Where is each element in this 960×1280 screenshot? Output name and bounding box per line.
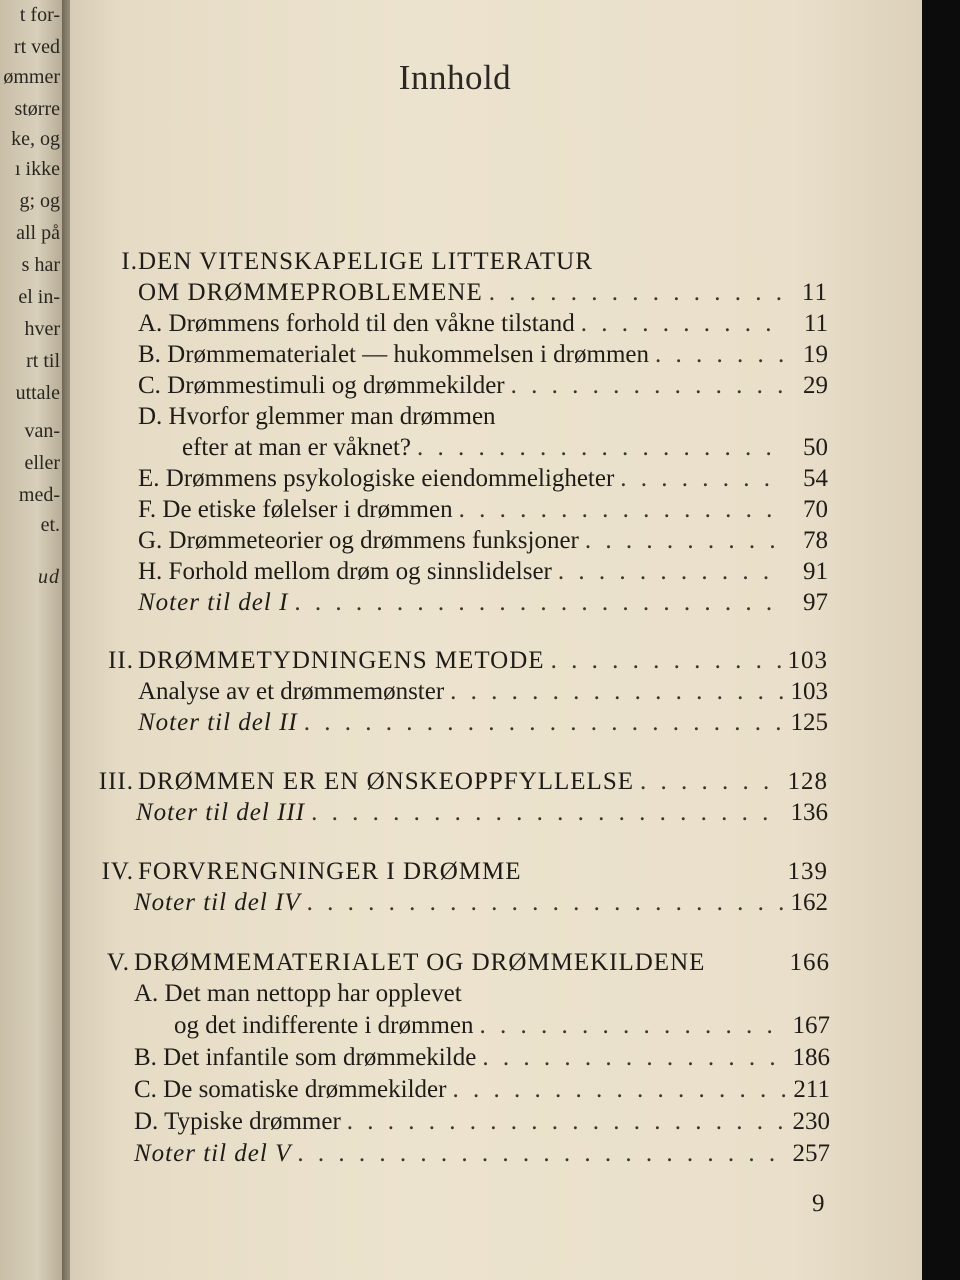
entry-label: C. Drømmestimuli og drømmekilder <box>138 372 505 399</box>
page-ref: 103 <box>787 647 828 674</box>
entry-label: B. Drømmematerialet — hukommelsen i drømmen <box>138 341 649 368</box>
page-ref: 50 <box>803 434 828 461</box>
edge-text-line: ømmer <box>3 66 60 88</box>
toc-row <box>138 707 828 738</box>
edge-text-line: all på <box>16 222 60 244</box>
entry-label: D. Typiske drømmer <box>134 1108 341 1135</box>
toc-row <box>134 1106 830 1137</box>
dot-leader <box>620 463 784 494</box>
dot-leader <box>585 525 784 556</box>
toc-part-heading <box>90 645 828 676</box>
part-number: III. <box>98 768 134 795</box>
page-number: 9 <box>812 1190 825 1217</box>
edge-text-line: rt ved <box>13 36 60 58</box>
entry-label: E. Drømmens psykologiske eiendommeligheter <box>138 465 615 492</box>
edge-text-line: ı ikke <box>15 158 60 180</box>
entry-label: H. Forhold mellom drøm og sinnslidelser <box>138 558 552 585</box>
entry-label: A. Det man nettopp har opplevet <box>134 980 462 1007</box>
toc-part-heading <box>84 856 828 887</box>
toc-row <box>138 308 828 339</box>
dot-leader <box>511 370 784 401</box>
toc-row <box>134 1138 830 1169</box>
part-title-line2: OM DRØMMEPROBLEMENE <box>138 279 483 306</box>
entry-label: F. De etiske følelser i drømmen <box>138 496 453 523</box>
edge-text-line: ke, og <box>11 128 60 150</box>
part-title: FORVRENGNINGER I DRØMME <box>138 858 522 885</box>
part-number: I. <box>121 248 138 275</box>
page-ref: 29 <box>803 372 828 399</box>
toc-row <box>138 370 828 401</box>
entry-label: D. Hvorfor glemmer man drømmen <box>138 403 496 430</box>
page-ref: 91 <box>803 558 828 585</box>
notes-label: Noter til del IV <box>134 889 301 916</box>
dot-leader <box>489 277 784 308</box>
notes-label: Noter til del I <box>138 589 289 616</box>
part-number: IV. <box>101 858 134 885</box>
dot-leader <box>640 766 781 797</box>
entry-label-cont: efter at man er våknet? <box>182 434 412 461</box>
toc-row <box>134 1074 830 1105</box>
edge-text-line: et. <box>40 514 60 536</box>
background-edge <box>922 0 960 1280</box>
page-ref: 186 <box>792 1044 830 1071</box>
dot-leader <box>347 1106 786 1137</box>
page-ref: 162 <box>790 889 828 916</box>
toc-row <box>138 277 828 308</box>
notes-label: Noter til del II <box>138 709 298 736</box>
entry-label: Analyse av et drømmemønster <box>138 678 445 705</box>
dot-leader <box>304 707 784 738</box>
dot-leader <box>479 1010 786 1041</box>
edge-text-line: ud <box>38 566 60 588</box>
part-title: DRØMMEMATERIALET OG DRØMMEKILDENE <box>134 949 706 976</box>
toc-part-heading <box>98 947 830 978</box>
page-ref: 230 <box>792 1108 830 1135</box>
toc-row <box>182 432 828 463</box>
page-ref: 125 <box>790 709 828 736</box>
part-title-line1: DEN VITENSKAPELIGE LITTERATUR <box>138 248 593 275</box>
dot-leader <box>459 494 784 525</box>
toc-row <box>138 463 828 494</box>
page-ref: 78 <box>803 527 828 554</box>
page-ref: 97 <box>803 589 828 616</box>
page-ref: 166 <box>789 949 830 976</box>
dot-leader <box>311 797 784 828</box>
dot-leader <box>452 1074 786 1105</box>
entry-label-cont: og det indifferente i drømmen <box>174 1012 474 1039</box>
toc-row <box>136 797 828 828</box>
page-ref: 128 <box>787 768 828 795</box>
entry-label: C. De somatiske drømmekilder <box>134 1076 447 1103</box>
entry-label: B. Det infantile som drømmekilde <box>134 1044 477 1071</box>
page-ref: 257 <box>792 1140 830 1167</box>
part-number: V. <box>106 949 130 976</box>
toc-row <box>138 494 828 525</box>
edge-text-line: van- <box>24 420 60 442</box>
dot-leader <box>482 1042 786 1073</box>
page-ref: 103 <box>790 678 828 705</box>
edge-text-line: t for- <box>19 4 60 26</box>
toc-row <box>138 587 828 618</box>
dot-leader <box>551 645 782 676</box>
page-ref: 136 <box>790 799 828 826</box>
part-title: DRØMMETYDNINGENS METODE <box>138 647 545 674</box>
edge-text-line: uttale <box>15 382 60 404</box>
page-ref: 139 <box>787 858 828 885</box>
facing-page-edge <box>0 0 62 1280</box>
notes-label: Noter til del III <box>136 799 306 826</box>
table-of-contents <box>70 0 922 1280</box>
edge-text-line: større <box>14 98 60 120</box>
toc-row <box>134 978 830 1009</box>
page-ref: 54 <box>803 465 828 492</box>
page-ref: 167 <box>792 1012 830 1039</box>
edge-text-line: eller <box>24 452 60 474</box>
dot-leader <box>297 1138 786 1169</box>
toc-row <box>138 525 828 556</box>
page-ref: 70 <box>803 496 828 523</box>
page-ref: 19 <box>803 341 828 368</box>
edge-text-line: el in- <box>18 286 60 308</box>
dot-leader <box>450 676 784 707</box>
notes-label: Noter til del V <box>134 1140 292 1167</box>
edge-text-line: med- <box>18 484 60 506</box>
toc-row <box>134 887 828 918</box>
toc-part-heading <box>80 766 828 797</box>
edge-text-line: s har <box>21 254 60 276</box>
entry-label: A. Drømmens forhold til den våkne tilstand <box>138 310 575 337</box>
part-title: DRØMMEN ER EN ØNSKEOPPFYLLELSE <box>138 768 635 795</box>
dot-leader <box>307 887 784 918</box>
toc-row <box>138 339 828 370</box>
page-ref: 211 <box>793 1076 830 1103</box>
edge-text-line: g; og <box>19 190 60 212</box>
toc-row <box>134 1042 830 1073</box>
toc-row <box>138 401 828 432</box>
edge-text-line: rt til <box>26 350 60 372</box>
toc-part-heading <box>106 246 593 277</box>
toc-row <box>138 556 828 587</box>
dot-leader <box>294 587 784 618</box>
entry-label: G. Drømmeteorier og drømmens funksjoner <box>138 527 579 554</box>
contents-page <box>70 0 922 1280</box>
page-ref: 11 <box>801 279 828 306</box>
page-ref: 11 <box>803 310 828 337</box>
dot-leader <box>417 432 784 463</box>
dot-leader <box>655 339 784 370</box>
part-number: II. <box>108 647 134 674</box>
toc-row <box>174 1010 830 1041</box>
edge-text-line: hver <box>24 318 60 340</box>
dot-leader <box>581 308 784 339</box>
page-title: Innhold <box>398 58 512 97</box>
toc-row <box>138 676 828 707</box>
dot-leader <box>558 556 784 587</box>
